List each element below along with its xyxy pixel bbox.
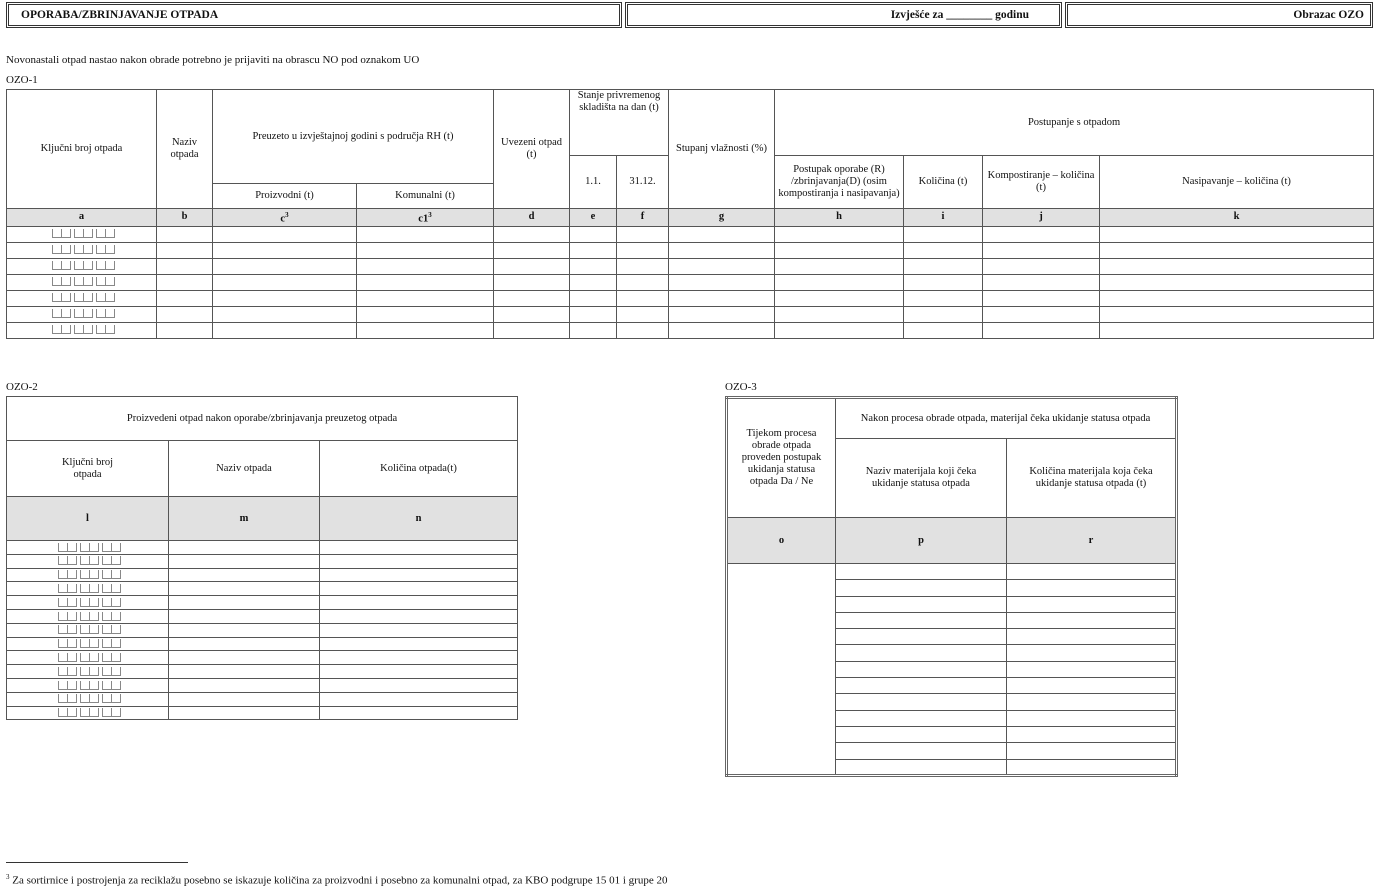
input-cell[interactable] (213, 242, 357, 258)
input-cell[interactable] (494, 322, 570, 338)
input-cell[interactable] (320, 651, 518, 665)
column-letter: a (7, 209, 157, 227)
input-cell[interactable] (1100, 290, 1374, 306)
input-cell[interactable] (570, 226, 617, 242)
ozo3-label: OZO-3 (725, 381, 757, 393)
input-cell[interactable] (213, 226, 357, 242)
input-cell[interactable] (775, 258, 904, 274)
table-row (7, 242, 1374, 258)
input-cell[interactable] (320, 637, 518, 651)
kbo-digit-boxes (49, 244, 115, 256)
key-number-input-cell[interactable] (7, 322, 157, 338)
key-number-input-cell[interactable] (7, 651, 169, 665)
input-cell[interactable] (320, 706, 518, 720)
ozo1-table (6, 89, 1374, 339)
header-key-number: Ključni broj otpada (7, 441, 169, 497)
input-cell[interactable] (775, 322, 904, 338)
input-cell[interactable] (617, 242, 669, 258)
input-cell[interactable] (836, 678, 1007, 694)
input-cell[interactable] (983, 258, 1100, 274)
report-year-box[interactable] (625, 2, 1062, 28)
input-cell[interactable] (983, 274, 1100, 290)
header-key-number: Ključni broj otpada (7, 90, 157, 209)
kbo-digit-boxes (55, 679, 121, 691)
input-cell[interactable] (775, 306, 904, 322)
table-row (7, 665, 518, 679)
input-cell[interactable] (669, 226, 775, 242)
input-cell[interactable] (357, 242, 494, 258)
header-moisture: Stupanj vlažnosti (%) (669, 90, 775, 209)
input-cell[interactable] (570, 322, 617, 338)
key-number-input-cell[interactable] (7, 692, 169, 706)
kbo-digit-boxes (55, 569, 121, 581)
key-number-input-cell[interactable] (7, 678, 169, 692)
input-cell[interactable] (836, 629, 1007, 645)
table-row (7, 541, 518, 555)
input-cell[interactable] (494, 242, 570, 258)
input-cell[interactable] (570, 242, 617, 258)
kbo-digit-boxes (49, 308, 115, 320)
input-cell[interactable] (320, 692, 518, 706)
input-cell[interactable] (775, 226, 904, 242)
key-number-input-cell[interactable] (7, 568, 169, 582)
input-cell[interactable] (775, 290, 904, 306)
input-cell[interactable] (904, 306, 983, 322)
ozo3-table (725, 396, 1178, 777)
input-cell[interactable] (169, 582, 320, 596)
key-number-input-cell[interactable] (7, 274, 157, 290)
input-cell[interactable] (983, 290, 1100, 306)
key-number-input-cell[interactable] (7, 637, 169, 651)
column-letter: f (617, 209, 669, 227)
input-cell[interactable] (320, 541, 518, 555)
kbo-digit-boxes (55, 555, 121, 567)
input-cell[interactable] (1100, 258, 1374, 274)
input-cell[interactable] (1007, 694, 1177, 710)
input-cell[interactable] (357, 274, 494, 290)
input-cell[interactable] (494, 306, 570, 322)
letter-row (7, 497, 518, 541)
input-cell[interactable] (1100, 306, 1374, 322)
column-letter: $c^3$ (213, 209, 357, 227)
header-quantity: Količina (t) (904, 156, 983, 209)
column-letter: g (669, 209, 775, 227)
input-cell[interactable] (213, 306, 357, 322)
input-cell[interactable] (617, 306, 669, 322)
header-quantity: Količina otpada(t) (320, 441, 518, 497)
header-imported: Uvezeni otpad (t) (494, 90, 570, 209)
column-letter: e (570, 209, 617, 227)
input-cell[interactable] (617, 258, 669, 274)
input-cell[interactable] (1007, 580, 1177, 596)
table-row (7, 651, 518, 665)
key-number-input-cell[interactable] (7, 306, 157, 322)
input-cell[interactable] (157, 306, 213, 322)
letter-row (727, 518, 1177, 564)
form-title: OPORABA/ZBRINJAVANJE OTPADA (21, 9, 219, 21)
key-number-input-cell[interactable] (7, 582, 169, 596)
header-taken: Preuzeto u izvještajnoj godini s područja RH (t) (213, 90, 494, 184)
input-cell[interactable] (157, 258, 213, 274)
input-cell[interactable] (1007, 629, 1177, 645)
footnote (6, 873, 667, 887)
input-cell[interactable] (213, 290, 357, 306)
kbo-digit-boxes (49, 260, 115, 272)
input-cell[interactable] (617, 322, 669, 338)
input-cell[interactable] (570, 290, 617, 306)
table-row (7, 306, 1374, 322)
input-cell[interactable] (320, 623, 518, 637)
key-number-input-cell[interactable] (7, 623, 169, 637)
input-cell[interactable] (169, 651, 320, 665)
input-cell[interactable] (983, 226, 1100, 242)
input-cell[interactable] (494, 274, 570, 290)
input-cell[interactable] (904, 258, 983, 274)
column-letter: i (904, 209, 983, 227)
input-cell[interactable] (213, 258, 357, 274)
input-cell[interactable] (904, 274, 983, 290)
key-number-input-cell[interactable] (7, 242, 157, 258)
input-cell[interactable] (157, 274, 213, 290)
kbo-digit-boxes (55, 541, 121, 553)
input-cell[interactable] (320, 609, 518, 623)
input-cell[interactable] (169, 554, 320, 568)
key-number-input-cell[interactable] (7, 290, 157, 306)
input-cell[interactable] (570, 306, 617, 322)
column-letter: m (169, 497, 320, 541)
table-row (7, 637, 518, 651)
input-cell[interactable] (669, 322, 775, 338)
ozo2-table (6, 396, 518, 720)
ozo2-label: OZO-2 (6, 381, 38, 393)
input-cell[interactable] (669, 306, 775, 322)
input-cell[interactable] (169, 568, 320, 582)
input-cell[interactable] (357, 290, 494, 306)
input-cell[interactable] (357, 226, 494, 242)
table-row (727, 564, 1177, 580)
input-cell[interactable] (357, 322, 494, 338)
header-date-end: 31.12. (617, 156, 669, 209)
input-cell[interactable] (1007, 759, 1177, 775)
footnote-mark: 3 (6, 873, 10, 881)
input-cell[interactable] (1007, 710, 1177, 726)
letter-row (7, 209, 1374, 227)
input-cell[interactable] (836, 645, 1007, 661)
header-procedure: Postupak oporabe (R) /zbrinjavanja(D) (osim kompostiranja i nasipavanja) (775, 156, 904, 209)
key-number-input-cell[interactable] (7, 226, 157, 242)
input-cell[interactable] (157, 226, 213, 242)
kbo-digit-boxes (55, 624, 121, 636)
key-number-input-cell[interactable] (7, 609, 169, 623)
input-cell[interactable] (904, 242, 983, 258)
input-cell[interactable] (169, 678, 320, 692)
table-row (7, 258, 1374, 274)
header-storage: Stanje privremenog skladišta na dan (t) (570, 90, 669, 156)
key-number-input-cell[interactable] (7, 596, 169, 610)
column-letter: r (1007, 518, 1177, 564)
kbo-digit-boxes (49, 324, 115, 336)
footnote-ref: 3 (285, 211, 289, 219)
input-cell[interactable] (169, 596, 320, 610)
input-cell[interactable] (669, 258, 775, 274)
input-cell[interactable] (1100, 226, 1374, 242)
note-text: Novonastali otpad nastao nakon obrade potrebno je prijaviti na obrascu NO pod oznakom UO (6, 54, 420, 66)
form-name: Obrazac OZO (1293, 9, 1364, 21)
header-after: Nakon procesa obrade otpada, materijal čeka ukidanje statusa otpada (836, 398, 1177, 439)
form-title-box (6, 2, 622, 28)
da-ne-input-cell[interactable] (727, 564, 836, 776)
input-cell[interactable] (169, 706, 320, 720)
input-cell[interactable] (983, 242, 1100, 258)
table-row (7, 582, 518, 596)
table-row (7, 274, 1374, 290)
table-row (7, 554, 518, 568)
key-number-input-cell[interactable] (7, 554, 169, 568)
input-cell[interactable] (836, 612, 1007, 628)
footnote-divider (6, 862, 188, 863)
input-cell[interactable] (1007, 645, 1177, 661)
input-cell[interactable] (904, 226, 983, 242)
kbo-digit-boxes (49, 276, 115, 288)
input-cell[interactable] (320, 665, 518, 679)
input-cell[interactable] (357, 306, 494, 322)
footnote-ref: 3 (428, 211, 432, 219)
input-cell[interactable] (836, 710, 1007, 726)
key-number-input-cell[interactable] (7, 706, 169, 720)
input-cell[interactable] (320, 582, 518, 596)
table-row (7, 226, 1374, 242)
table-row (7, 596, 518, 610)
input-cell[interactable] (320, 678, 518, 692)
input-cell[interactable] (357, 258, 494, 274)
table-row (7, 623, 518, 637)
input-cell[interactable] (836, 743, 1007, 759)
input-cell[interactable] (157, 242, 213, 258)
input-cell[interactable] (320, 568, 518, 582)
header-name: Naziv otpada (157, 90, 213, 209)
input-cell[interactable] (169, 637, 320, 651)
kbo-digit-boxes (55, 638, 121, 650)
table-row (7, 692, 518, 706)
key-number-input-cell[interactable] (7, 665, 169, 679)
column-letter: l (7, 497, 169, 541)
input-cell[interactable] (157, 290, 213, 306)
header-communal: Komunalni (t) (357, 184, 494, 209)
input-cell[interactable] (836, 596, 1007, 612)
column-letter: j (983, 209, 1100, 227)
input-cell[interactable] (836, 564, 1007, 580)
input-cell[interactable] (1100, 242, 1374, 258)
input-cell[interactable] (1007, 661, 1177, 677)
kbo-digit-boxes (55, 652, 121, 664)
key-number-input-cell[interactable] (7, 258, 157, 274)
kbo-digit-boxes (55, 693, 121, 705)
kbo-digit-boxes (55, 597, 121, 609)
footnote-text: Za sortirnice i postrojenja za reciklažu posebno se iskazuje količina za proizvodni i posebno za komunalni otpad, za KBO podgrupe 15 01 i grupe 20 (12, 874, 668, 887)
header-material-qty: Količina materijala koja čeka ukidanje statusa otpada (t) (1007, 439, 1177, 518)
kbo-digit-boxes (55, 583, 121, 595)
input-cell[interactable] (320, 596, 518, 610)
input-cell[interactable] (570, 258, 617, 274)
input-cell[interactable] (1007, 596, 1177, 612)
table-row (7, 290, 1374, 306)
input-cell[interactable] (904, 290, 983, 306)
input-cell[interactable] (617, 290, 669, 306)
header-handling: Postupanje s otpadom (775, 90, 1374, 156)
input-cell[interactable] (169, 623, 320, 637)
input-cell[interactable] (983, 306, 1100, 322)
input-cell[interactable] (669, 242, 775, 258)
input-cell[interactable] (904, 322, 983, 338)
input-cell[interactable] (836, 580, 1007, 596)
input-cell[interactable] (775, 274, 904, 290)
header-composting: Kompostiranje – količina (t) (983, 156, 1100, 209)
header-material-name: Naziv materijala koji čeka ukidanje statusa otpada (836, 439, 1007, 518)
column-letter: k (1100, 209, 1374, 227)
input-cell[interactable] (494, 290, 570, 306)
input-cell[interactable] (320, 554, 518, 568)
input-cell[interactable] (169, 541, 320, 555)
input-cell[interactable] (836, 661, 1007, 677)
header-backfilling: Nasipavanje – količina (t) (1100, 156, 1374, 209)
key-number-input-cell[interactable] (7, 541, 169, 555)
column-letter: o (727, 518, 836, 564)
input-cell[interactable] (1007, 743, 1177, 759)
column-letter: $c1^3$ (357, 209, 494, 227)
header-production: Proizvodni (t) (213, 184, 357, 209)
input-cell[interactable] (213, 322, 357, 338)
kbo-digit-boxes (55, 610, 121, 622)
kbo-digit-boxes (55, 707, 121, 719)
input-cell[interactable] (169, 692, 320, 706)
input-cell[interactable] (213, 274, 357, 290)
form-name-box (1065, 2, 1373, 28)
input-cell[interactable] (1007, 564, 1177, 580)
input-cell[interactable] (669, 274, 775, 290)
input-cell[interactable] (494, 226, 570, 242)
table-row (7, 609, 518, 623)
kbo-digit-boxes (49, 292, 115, 304)
input-cell[interactable] (836, 726, 1007, 742)
ozo2-title: Proizvedeni otpad nakon oporabe/zbrinjavanja preuzetog otpada (7, 397, 518, 441)
column-letter: n (320, 497, 518, 541)
input-cell[interactable] (1007, 612, 1177, 628)
table-row (7, 568, 518, 582)
input-cell[interactable] (494, 258, 570, 274)
input-cell[interactable] (669, 290, 775, 306)
column-letter: d (494, 209, 570, 227)
input-cell[interactable] (1100, 274, 1374, 290)
kbo-digit-boxes (55, 666, 121, 678)
table-row (7, 706, 518, 720)
column-letter: p (836, 518, 1007, 564)
header-during: Tijekom procesa obrade otpada proveden postupak ukidanja statusa otpada Da / Ne (727, 398, 836, 518)
input-cell[interactable] (617, 226, 669, 242)
column-letter: b (157, 209, 213, 227)
input-cell[interactable] (775, 242, 904, 258)
input-cell[interactable] (1007, 726, 1177, 742)
input-cell[interactable] (983, 322, 1100, 338)
table-row (7, 678, 518, 692)
input-cell[interactable] (169, 609, 320, 623)
header-date-start: 1.1. (570, 156, 617, 209)
input-cell[interactable] (157, 322, 213, 338)
input-cell[interactable] (570, 274, 617, 290)
input-cell[interactable] (836, 759, 1007, 775)
table-row (7, 322, 1374, 338)
input-cell[interactable] (617, 274, 669, 290)
input-cell[interactable] (1007, 678, 1177, 694)
kbo-digit-boxes (49, 228, 115, 240)
report-year: Izvješće za ________ godinu (890, 9, 1029, 21)
column-letter: h (775, 209, 904, 227)
header-name: Naziv otpada (169, 441, 320, 497)
input-cell[interactable] (169, 665, 320, 679)
ozo1-label: OZO-1 (6, 74, 38, 86)
input-cell[interactable] (1100, 322, 1374, 338)
input-cell[interactable] (836, 694, 1007, 710)
